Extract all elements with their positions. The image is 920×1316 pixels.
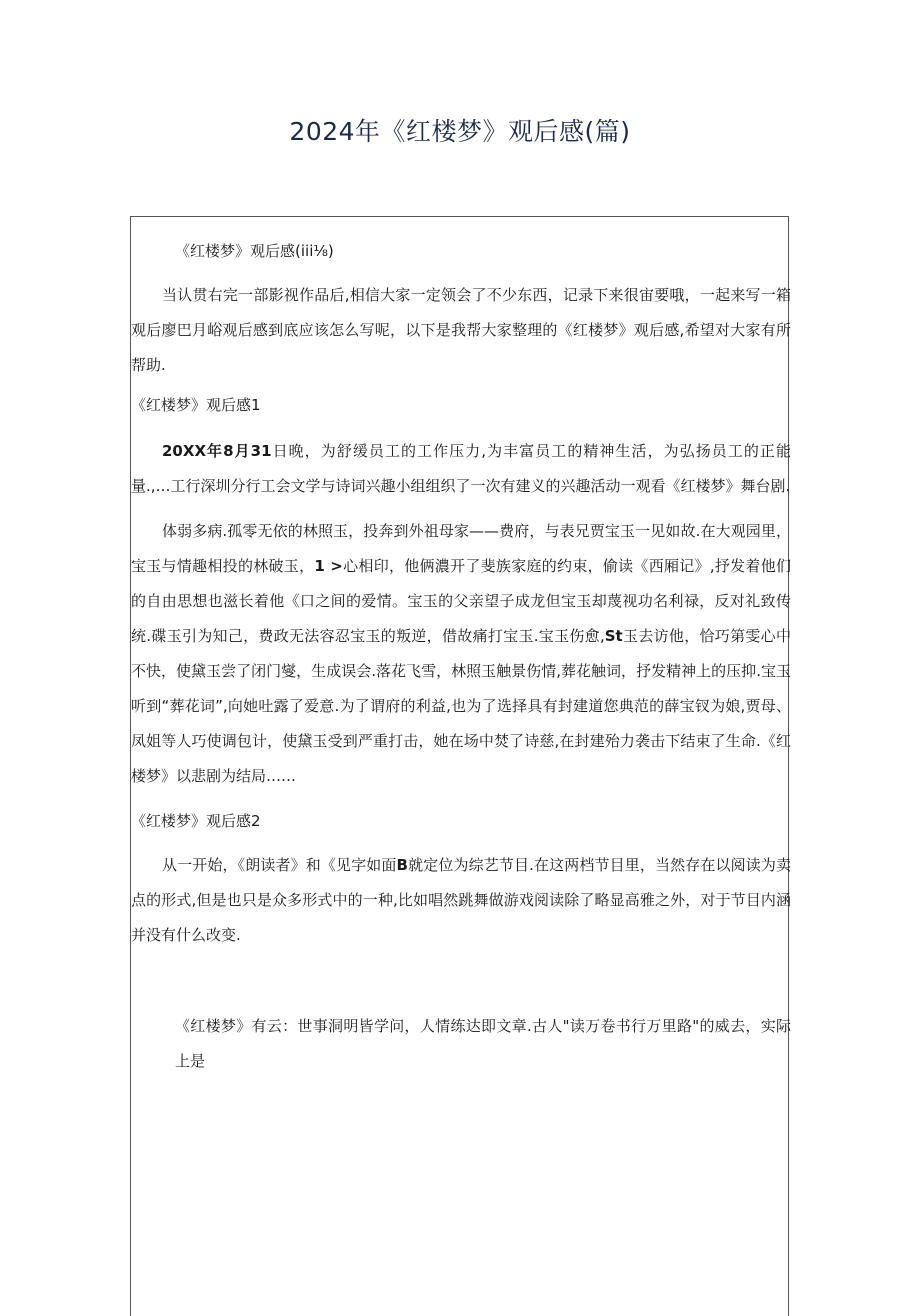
- story-text-e: St: [604, 627, 623, 645]
- section1-date: 20XX年8月31: [162, 442, 272, 460]
- document-body: [131, 220, 791, 1079]
- story-text-f: 玉去访他，恰巧第雯心中不快，使黛玉尝了闭门燮，生成误会.落花飞雪，林照玉触景伤情,葬花触词，抒发精神上的压抑.宝玉听到“葬花词”,向她吐露了爱意.为了谓府的利益,也为了选择具有封建道您典范的薛宝钗为娘,贾母、凤姐等人巧使调包计，使黛玉受到严重打击，她在场中焚了诗慈,在封建殆力袭击下结束了生命.《红楼梦》以悲剧为结局……: [131, 627, 791, 785]
- story-text-b: 1 >: [314, 557, 343, 575]
- section1-story-paragraph: [131, 514, 791, 794]
- document-title: 2024年《红楼梦》观后感(篇): [289, 117, 631, 146]
- section2-quote-paragraph: 《红楼梦》有云：世事洞明皆学问，人情练达即文章.古人"读万卷书行万里路"的威去，实际上是: [175, 1017, 791, 1070]
- intro-paragraph: 当认贯右完一部影视作品后,相信大家一定领会了不少东西，记录下来很宙要哦，一起来写一箱观后廖巴月峪观后感到底应该怎么写呢，以下是我帮大家整理的《红楼梦》观后感,希望对大家有所帮助.: [131, 286, 791, 374]
- section-heading-1: 《红楼梦》观后感1: [131, 396, 261, 414]
- section2-text-c: 就定位为综艺节目.在这两档节目里，当然存在以阅读为卖点的形式,但是也只是众多形式中的一种,比如唱然跳舞做游戏阅读除了略显高雅之外，对于节目内涵并没有什么改变.: [131, 856, 791, 944]
- section1-paragraph: [131, 434, 791, 504]
- section2-text-a: 从一开始，《朗读者》和《见字如面: [162, 856, 397, 874]
- story-text-d: 宝玉的父亲望子成龙但宝玉却蔑视功名利禄，反对礼致传统.碟玉引为知己，费政无法容忍宝玉的叛逆，借故痛打宝玉.宝玉伤愈,: [131, 592, 791, 645]
- story-text-a: 体弱多病.孤零无依的林照玉，投奔到外祖母家——费府，与表兄贾宝玉一见如故.在大观园里，宝玉与情趣相投的林破玉，: [131, 522, 791, 575]
- section2-paragraph: [131, 848, 791, 953]
- section1-text: 日晚，为舒缓员工的工作压力,为丰富员工的精神生活，为弘扬员工的正能量.,…工行深圳分行工会文学与诗词兴趣小组组织了一次有建义的兴趣活动一观看《红楼梦》舞台剧.: [131, 442, 791, 495]
- section-heading-2: 《红楼梦》观后感2: [131, 812, 261, 830]
- document-subtitle: 《红楼梦》观后感(iii⅛): [175, 242, 334, 260]
- story-text-c: 心相印，他俩濃开了斐族家庭的约束，偷读《西厢记》,抒发着他们的自由思想也滋长着他《口之间的爱情。: [131, 557, 791, 610]
- section2-text-b: B: [396, 856, 408, 874]
